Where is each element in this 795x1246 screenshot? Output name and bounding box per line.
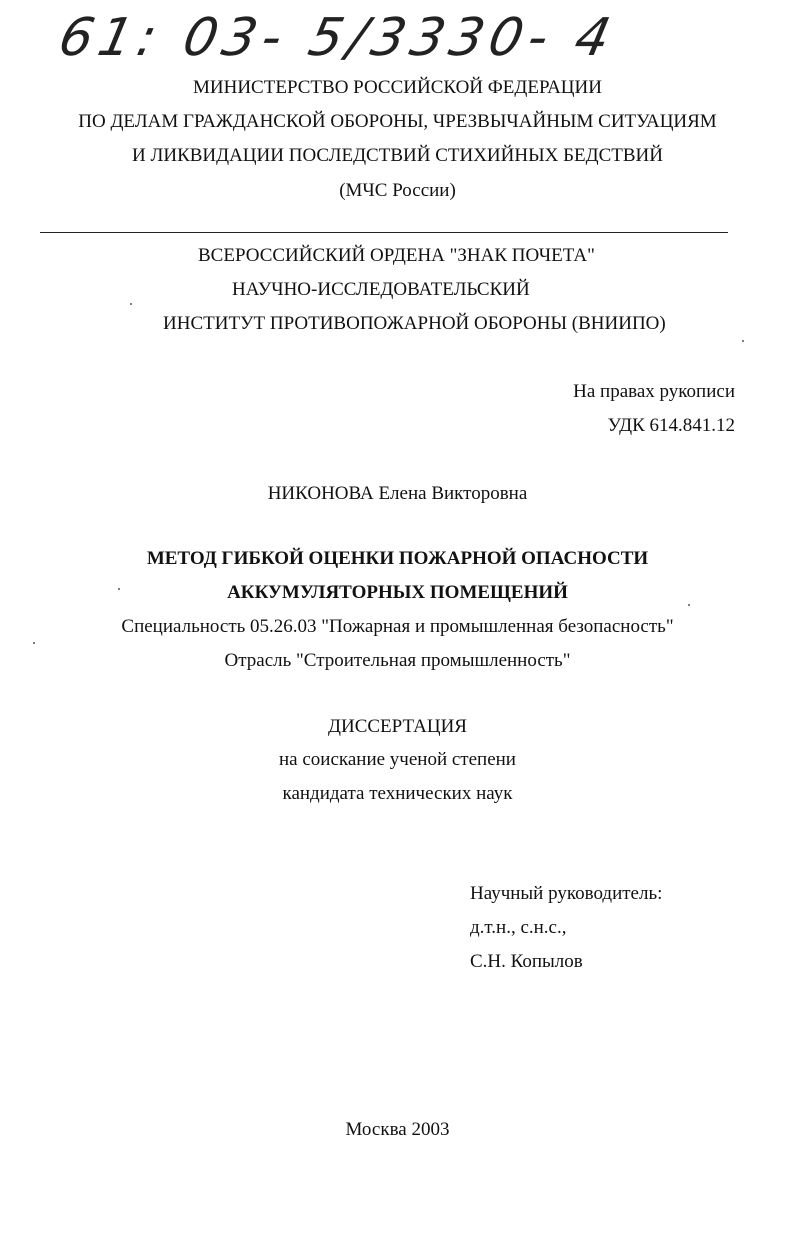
branch: Отрасль "Строительная промышленность" [224,650,571,671]
institute-line-2: НАУЧНО-ИССЛЕДОВАТЕЛЬСКИЙ [232,279,530,300]
scan-speck [742,340,744,342]
institute-line-1: ВСЕРОССИЙСКИЙ ОРДЕНА "ЗНАК ПОЧЕТА" [198,245,595,266]
supervisor-name: С.Н. Копылов [470,951,583,972]
ministry-line-3: И ЛИКВИДАЦИИ ПОСЛЕДСТВИЙ СТИХИЙНЫХ БЕДСТВИЙ [131,145,663,166]
place-year: Москва 2003 [345,1119,450,1140]
dissertation-degree-line-2: кандидата технических наук [282,783,513,804]
supervisor-degrees: д.т.н., с.н.с., [470,917,567,938]
scan-speck [688,604,690,606]
scan-speck [33,642,35,644]
specialty: Специальность 05.26.03 "Пожарная и промышленная безопасность" [121,616,674,637]
archive-number-handwritten: 61: 03- 5/3330- 4 [53,8,622,68]
dissertation-label: ДИССЕРТАЦИЯ [328,716,467,737]
dissertation-degree-line-1: на соискание ученой степени [279,749,516,770]
ministry-line-2: ПО ДЕЛАМ ГРАЖДАНСКОЙ ОБОРОНЫ, ЧРЕЗВЫЧАЙНЫМ СИТУАЦИЯМ [78,111,717,132]
manuscript-rights: На правах рукописи [573,381,735,402]
header-divider [40,232,728,233]
ministry-line-1: МИНИСТЕРСТВО РОССИЙСКОЙ ФЕДЕРАЦИИ [193,77,602,98]
thesis-title-line-2: АККУМУЛЯТОРНЫХ ПОМЕЩЕНИЙ [227,582,568,603]
thesis-title-line-1: МЕТОД ГИБКОЙ ОЦЕНКИ ПОЖАРНОЙ ОПАСНОСТИ [146,548,649,569]
author-name: НИКОНОВА Елена Викторовна [267,483,528,504]
udc-code: УДК 614.841.12 [607,415,735,436]
ministry-abbreviation: (МЧС России) [339,180,456,201]
scan-speck [118,588,120,590]
scan-speck [130,303,132,305]
supervisor-label: Научный руководитель: [470,883,663,904]
institute-line-3: ИНСТИТУТ ПРОТИВОПОЖАРНОЙ ОБОРОНЫ (ВНИИПО) [163,313,666,334]
